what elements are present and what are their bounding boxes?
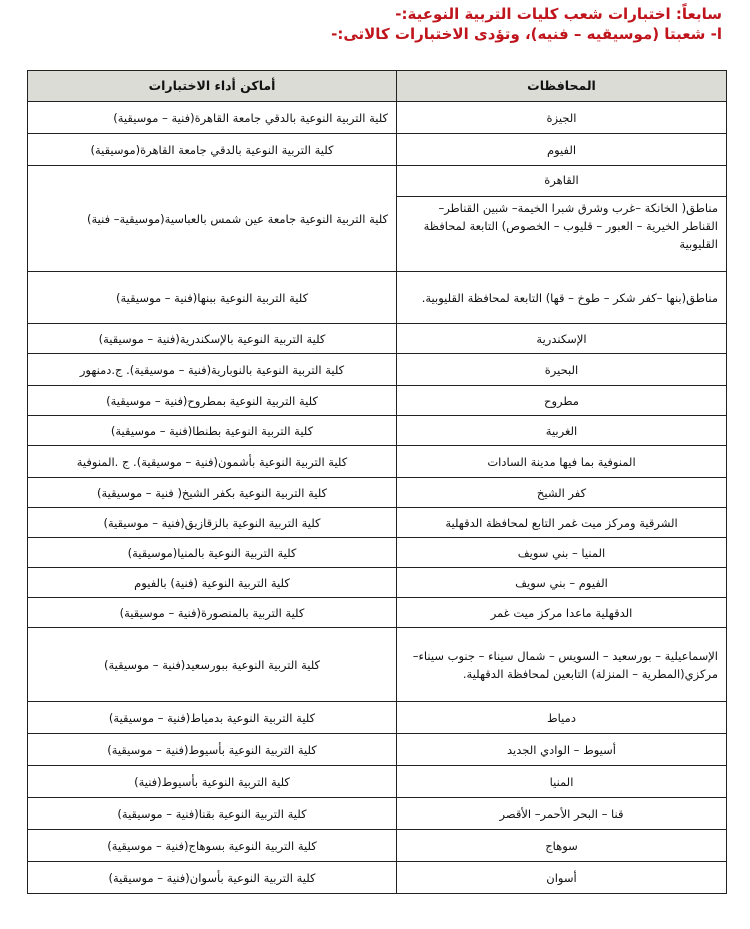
location-cell: كلية التربية النوعية بالزقازيق(فنية – موسيقية) [28,508,397,538]
location-cell: كلية التربية النوعية بالإسكندرية(فنية – موسيقية) [28,324,397,354]
location-cell: كلية التربية النوعية بالدقي جامعة القاهرة(فنية – موسيقية) [28,102,397,134]
governorate-qalyubia-south: مناطق( الخانكة –غرب وشرق شبرا الخيمة– شبين القناطر– القناطر الخيرية – العبور – قليوب – الخصوص) التابعة لمحافظة القليوبية [397,196,726,255]
governorate-cairo: القاهرة [544,173,579,187]
governorate-cell: دمياط [397,702,727,734]
location-cell: كلية التربية النوعية جامعة عين شمس بالعباسية(موسيقية– فنية) [28,166,397,272]
governorate-cell: الجيزة [397,102,727,134]
table-row [28,702,727,734]
governorate-cell: الإسماعيلية – بورسعيد – السويس – شمال سيناء – جنوب سيناء– مركزي(المطرية – المنزلة) التابعين لمحافظة الدقهلية. [397,628,727,702]
location-cell: كلية التربية النوعية بكفر الشيخ( فنية – موسيقية) [28,478,397,508]
location-cell: كلية التربية النوعية بالدقي جامعة القاهرة(موسيقية) [28,134,397,166]
table-row [28,324,727,354]
section-heading [22,4,722,44]
table-row [28,734,727,766]
governorate-cell: الفيوم [397,134,727,166]
heading-line-2: ا- شعبتا (موسيقيه – فنيه)، وتؤدى الاختبارات كالاتى:- [331,25,722,43]
table-row [28,166,727,272]
table-row [28,598,727,628]
table-row [28,386,727,416]
table-row [28,766,727,798]
governorate-cell: المنيا [397,766,727,798]
governorate-cell [397,166,727,272]
governorate-cell: قنا – البحر الأحمر– الأقصر [397,798,727,830]
header-locations: أماكن أداء الاختبارات [28,71,397,102]
heading-line-1: سابعاً: اختبارات شعب كليات التربية النوعية:- [395,5,722,23]
location-cell: كلية التربية النوعية بأسوان(فنية – موسيقية) [28,862,397,894]
table-row [28,354,727,386]
location-cell: كلية التربية النوعية بأسيوط(فنية) [28,766,397,798]
governorate-cell: أسيوط – الوادي الجديد [397,734,727,766]
table-row [28,538,727,568]
table-row [28,446,727,478]
table-header-row [28,71,727,102]
location-cell: كلية التربية النوعية بقنا(فنية – موسيقية) [28,798,397,830]
location-cell: كلية التربية النوعية ببنها(فنية – موسيقية) [28,272,397,324]
location-cell: كلية التربية النوعية بأسيوط(فنية – موسيقية) [28,734,397,766]
governorate-cell: الغربية [397,416,727,446]
table-row [28,478,727,508]
table-row [28,102,727,134]
governorate-cell: مناطق(بنها –كفر شكر – طوخ – قها) التابعة لمحافظة القليوبية. [397,272,727,324]
location-cell: كلية التربية النوعية بالنوبارية(فنية – موسيقية). ج.دمنهور [28,354,397,386]
table-row [28,272,727,324]
location-cell: كلية التربية النوعية (فنية) بالفيوم [28,568,397,598]
table-row [28,568,727,598]
header-governorates: المحافظات [397,71,727,102]
governorate-cell: المنيا – بني سويف [397,538,727,568]
location-cell: كلية التربية النوعية بالمنيا(موسيقية) [28,538,397,568]
location-cell: كلية التربية النوعية بمطروح(فنية – موسيقية) [28,386,397,416]
location-cell: كلية التربية النوعية بسوهاج(فنية – موسيقية) [28,830,397,862]
governorate-cell: البحيرة [397,354,727,386]
governorate-cell: المنوفية بما فيها مدينة السادات [397,446,727,478]
governorate-cell: الشرقية ومركز ميت غمر التابع لمحافظة الدقهلية [397,508,727,538]
governorate-cell: مطروح [397,386,727,416]
table-row [28,134,727,166]
governorate-cell: الإسكندرية [397,324,727,354]
governorate-cell: أسوان [397,862,727,894]
location-cell: كلية التربية النوعية بدمياط(فنية – موسيقية) [28,702,397,734]
table-row [28,508,727,538]
table-row [28,628,727,702]
location-cell: كلية التربية النوعية ببورسعيد(فنية – موسيقية) [28,628,397,702]
location-cell: كلية التربية النوعية بأشمون(فنية – موسيقية). ج .المنوفية [28,446,397,478]
table-row [28,862,727,894]
exam-locations-table [27,70,727,894]
governorate-cell: الدقهلية ماعدا مركز ميت غمر [397,598,727,628]
table-row [28,416,727,446]
table-row [28,830,727,862]
location-cell: كلية التربية بالمنصورة(فنية – موسيقية) [28,598,397,628]
governorate-cell: الفيوم – بني سويف [397,568,727,598]
governorate-cell: كفر الشيخ [397,478,727,508]
governorate-cell: سوهاج [397,830,727,862]
table-row [28,798,727,830]
location-cell: كلية التربية النوعية بطنطا(فنية – موسيقية) [28,416,397,446]
